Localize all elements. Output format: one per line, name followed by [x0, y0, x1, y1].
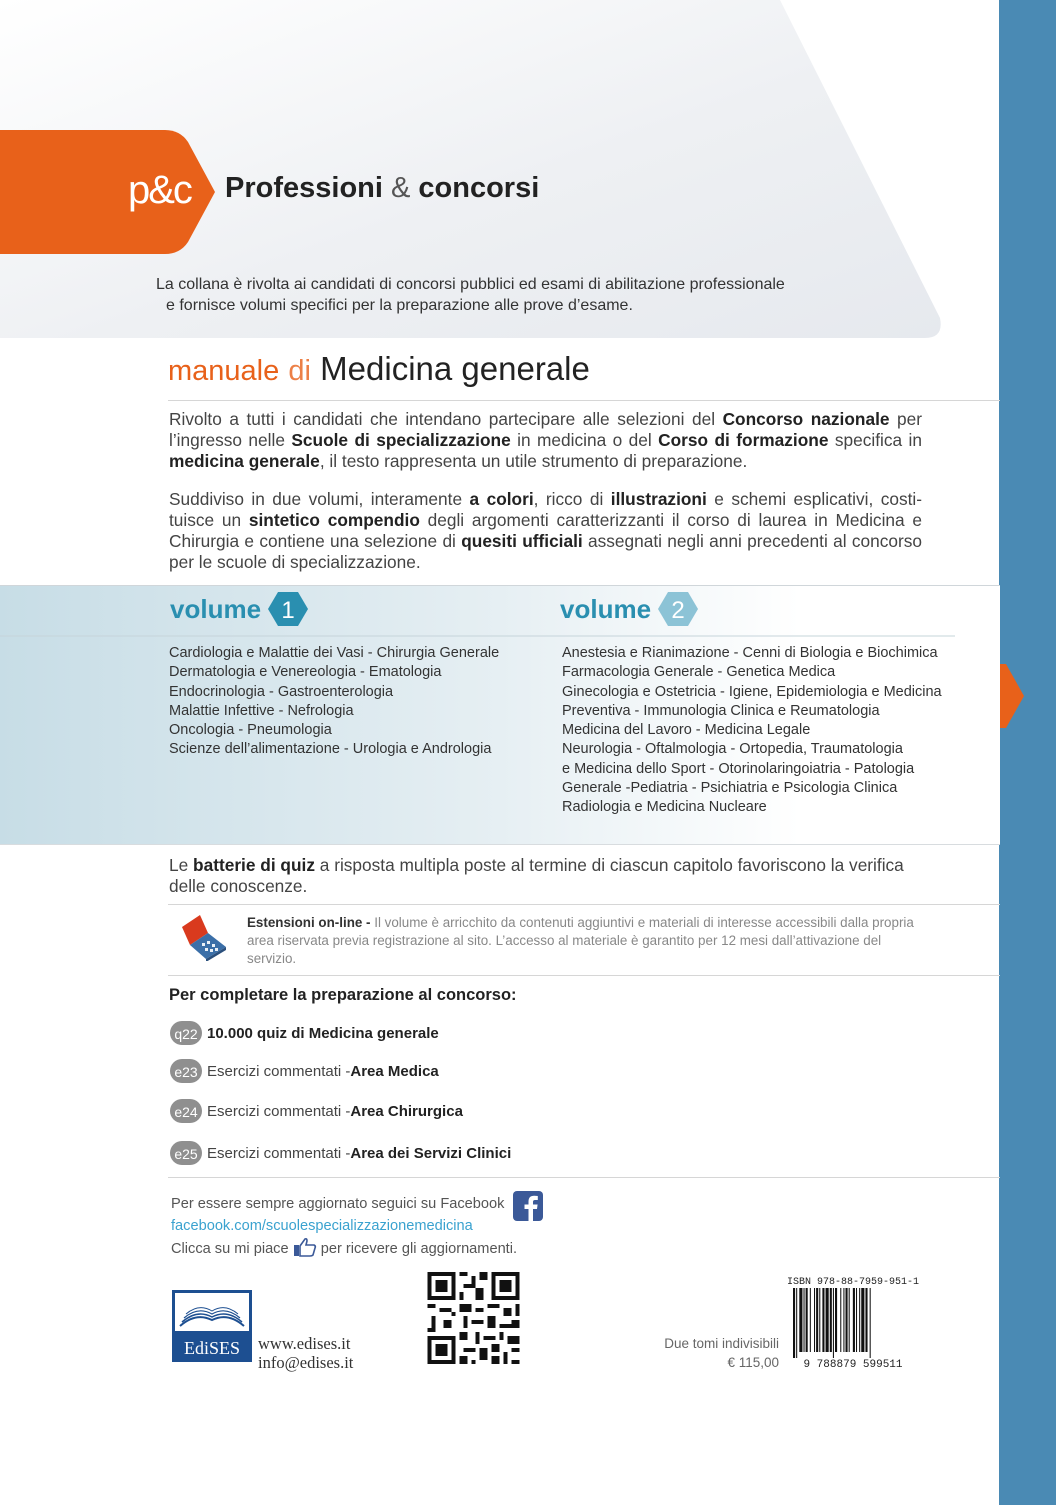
volume-2-number-badge	[658, 590, 698, 628]
list-item: Anestesia e Rianimazione - Cenni di Biologia e Biochimica	[562, 645, 938, 661]
barcode-digits: 9 788879 599511	[803, 1359, 903, 1371]
publisher-website[interactable]: www.edises.it	[258, 1334, 351, 1353]
volume-2-number: 2	[671, 597, 685, 624]
related-book-item: e25 Esercizi commentati - Area dei Servizi Clinici	[169, 1138, 511, 1168]
facebook-link[interactable]: facebook.com/scuolespecializzazionemedicina	[171, 1217, 473, 1234]
list-item: e Medicina dello Sport - Otorinolaringoiatria - Patologia	[562, 760, 915, 777]
manual-title-word1: manuale	[168, 355, 280, 387]
book-badge-icon	[169, 1138, 203, 1168]
svg-text:e24: e24	[174, 1104, 198, 1120]
online-extensions-text: Estensioni on-line - Il volume è arricchito da contenuti aggiuntivi e materiali di interesse accessibili dalla propria area riservata previa registrazione al sito. L’accesso al materiale è garantito per 12 mesi dall’attivazione del servizio.	[247, 915, 914, 966]
divider	[168, 1177, 1000, 1178]
svg-text:q22: q22	[174, 1026, 198, 1042]
description-paragraph-1: Rivolto a tutti i candidati che intendano partecipare alle selezioni del Concorso nazionale per l’ingresso nelle Scuole di specializzazione in medicina o del Corso di formazione specifica in medicina generale, il testo rappresenta un utile strumento di preparazione.	[169, 409, 923, 471]
list-item: Malattie Infettive - Nefrologia	[169, 702, 354, 719]
intro-line-2: e fornisce volumi specifici per la preparazione alle prove d’esame.	[166, 297, 633, 314]
facebook-block	[171, 1194, 517, 1261]
series-title	[225, 172, 539, 205]
book-badge-icon	[169, 1056, 203, 1086]
list-item: Oncologia - Pneumologia	[169, 722, 332, 739]
manual-title-word2: di	[288, 355, 311, 387]
edises-logo-text: EdiSES	[183, 1338, 241, 1358]
list-item: Radiologia e Medicina Nucleare	[562, 799, 767, 816]
online-extensions-icon	[178, 913, 228, 961]
list-item: Ginecologia e Ostetricia - Igiene, Epidemiologia e Medicina	[562, 683, 942, 700]
divider	[168, 904, 1000, 905]
publisher-email[interactable]: info@edises.it	[258, 1353, 354, 1372]
list-item: Generale -Pediatria - Psichiatria e Psicologia Clinica	[562, 780, 898, 797]
right-spine	[999, 0, 1056, 1505]
thumbs-up-icon	[293, 1237, 317, 1257]
list-item: Dermatologia e Venereologia - Ematologia	[169, 664, 442, 681]
facebook-line-3: Clicca su mi piace per ricevere gli aggiornamenti.	[171, 1237, 517, 1261]
volume-2-label: volume	[560, 593, 652, 624]
isbn-barcode	[783, 1272, 923, 1372]
price-block	[663, 1334, 779, 1372]
volume-2-heading	[560, 592, 698, 630]
list-item: Preventiva - Immunologia Clinica e Reumatologia	[562, 702, 880, 719]
complete-preparation-title: Per completare la preparazione al concorso:	[169, 986, 517, 1004]
volume-1-topics	[169, 644, 499, 760]
divider	[168, 975, 1000, 976]
volume-1-number: 1	[281, 597, 295, 624]
volume-1-number-badge	[268, 590, 308, 628]
related-book-item: e24 Esercizi commentati - Area Chirurgica	[169, 1096, 463, 1126]
svg-text:e23: e23	[174, 1064, 198, 1080]
online-extensions-title: Estensioni on-line -	[247, 915, 371, 930]
isbn-text: ISBN 978-88-7959-951-1	[786, 1277, 920, 1288]
series-intro	[156, 274, 856, 316]
list-item: Scienze dell’alimentazione - Urologia e Andrologia	[169, 741, 492, 758]
series-title-part1: Professioni	[225, 172, 383, 204]
series-title-part2: concorsi	[418, 172, 540, 204]
related-book-item: q22 10.000 quiz di Medicina generale	[169, 1018, 439, 1048]
description-paragraph-2: Suddiviso in due volumi, interamente a colori, ricco di illustrazioni e schemi esplicativi, costi-tuisce un sintetico compendio degli argomenti caratterizzanti il corso di laurea in Medicina e Chirurgia e contiene una selezione di quesiti ufficiali assegnati negli anni precedenti al concorso per le scuole di specializzazione.	[169, 489, 923, 572]
volume-2-topics	[562, 644, 942, 818]
book-badge-icon	[169, 1018, 203, 1048]
volume-1-label: volume	[170, 593, 262, 624]
volumes-note: Due tomi indivisibili	[664, 1336, 779, 1351]
volume-1-heading	[170, 592, 308, 630]
divider	[168, 400, 1000, 401]
qr-code	[422, 1268, 525, 1368]
list-item: Endocrinologia - Gastroenterologia	[169, 683, 394, 700]
publisher-contacts	[258, 1334, 353, 1372]
quiz-paragraph: Le batterie di quiz a risposta multipla poste al termine di ciascun capitolo favoriscono la verifica delle conoscenze.	[169, 855, 904, 896]
facebook-line-1: Per essere sempre aggiornato seguici su Facebook	[171, 1196, 505, 1212]
svg-text:e25: e25	[174, 1146, 198, 1162]
edises-logo	[172, 1290, 252, 1362]
manual-title	[168, 350, 590, 388]
book-badge-icon	[169, 1096, 203, 1126]
related-book-item: e23 Esercizi commentati - Area Medica	[169, 1056, 439, 1086]
list-item: Farmacologia Generale - Genetica Medica	[562, 664, 836, 681]
list-item: Cardiologia e Malattie dei Vasi - Chirurgia Generale	[169, 645, 500, 661]
list-item: Medicina del Lavoro - Medicina Legale	[562, 722, 811, 739]
series-logo: p&c	[128, 168, 191, 212]
facebook-icon[interactable]	[513, 1191, 543, 1221]
list-item: Neurologia - Oftalmologia - Ortopedia, Traumatologia	[562, 741, 903, 758]
intro-line-1: La collana è rivolta ai candidati di concorsi pubblici ed esami di abilitazione professionale	[156, 276, 785, 293]
price: € 115,00	[727, 1355, 779, 1370]
series-title-amp: &	[391, 172, 411, 204]
manual-title-main: Medicina generale	[320, 350, 590, 387]
